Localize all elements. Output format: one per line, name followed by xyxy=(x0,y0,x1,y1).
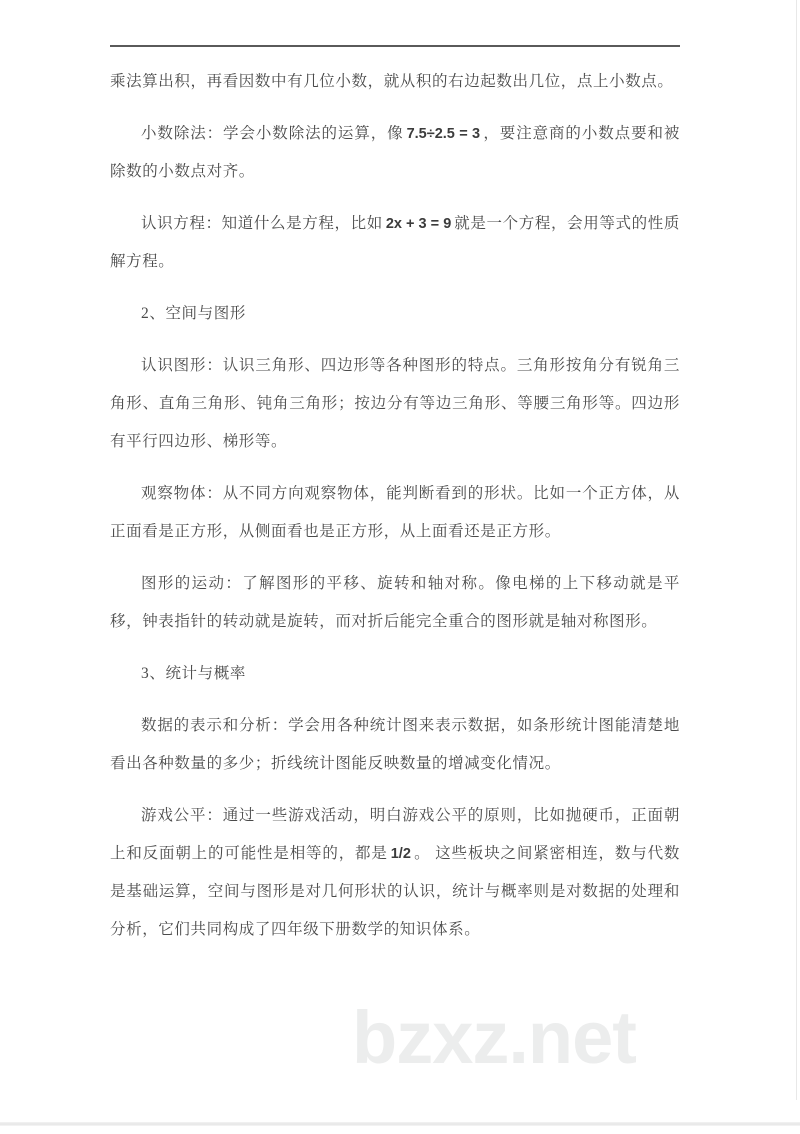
body-paragraph xyxy=(110,347,680,461)
document-body xyxy=(110,63,680,949)
text-run: 乘法算出积，再看因数中有几位小数，就从积的右边起数出几位，点上小数点。 xyxy=(110,73,674,90)
page-edge-bottom xyxy=(0,1122,800,1126)
page-edge-right xyxy=(796,0,797,1100)
section-heading xyxy=(110,655,680,693)
body-paragraph xyxy=(110,707,680,783)
inline-formula: 2x + 3 = 9 xyxy=(385,216,452,232)
text-run: 数据的表示和分析：学会用各种统计图来表示数据，如条形统计图能清楚地看出各种数量的多少；折线统计图能反映数量的增减变化情况。 xyxy=(110,717,680,772)
inline-formula: 1/2 xyxy=(390,846,411,862)
text-run: 。 这些板块之间紧密相连，数与代数是基础运算，空间与图形是对几何形状的认识，统计与概率则是对数据的处理和分析，它们共同构成了四年级下册数学的知识体系。 xyxy=(110,845,681,938)
body-paragraph xyxy=(110,115,680,191)
body-paragraph xyxy=(110,475,680,551)
text-run: 3、统计与概率 xyxy=(141,665,246,682)
body-paragraph xyxy=(110,565,680,641)
text-run: 游戏公平：通过一些游戏活动，明白游戏公平的原则，比如抛硬币，正面朝上和反面朝上的可能性是相等的，都是 xyxy=(110,807,680,862)
text-run: ，要注意商的小数点要和被除数的小数点对齐。 xyxy=(110,125,680,180)
header-separator-rule xyxy=(110,45,680,47)
body-paragraph xyxy=(110,63,680,101)
text-run: 2、空间与图形 xyxy=(141,305,246,322)
text-run: 图形的运动：了解图形的平移、旋转和轴对称。像电梯的上下移动就是平移，钟表指针的转动就是旋转，而对折后能完全重合的图形就是轴对称图形。 xyxy=(110,575,680,630)
body-paragraph xyxy=(110,205,680,281)
text-run: 小数除法：学会小数除法的运算，像 xyxy=(141,125,404,142)
body-paragraph xyxy=(110,797,680,949)
watermark: bzxz.net xyxy=(352,996,636,1079)
text-run: 观察物体：从不同方向观察物体，能判断看到的形状。比如一个正方体，从正面看是正方形，从侧面看也是正方形，从上面看还是正方形。 xyxy=(110,485,680,540)
document-content xyxy=(110,0,680,963)
text-run: 认识图形：认识三角形、四边形等各种图形的特点。三角形按角分有锐角三角形、直角三角形、钝角三角形；按边分有等边三角形、等腰三角形等。四边形有平行四边形、梯形等。 xyxy=(110,357,680,450)
text-run: 就是一个方程，会用等式的性质解方程。 xyxy=(110,215,680,270)
section-heading xyxy=(110,295,680,333)
inline-formula: 7.5÷2.5 = 3 xyxy=(406,126,481,142)
text-run: 认识方程：知道什么是方程，比如 xyxy=(141,215,383,232)
